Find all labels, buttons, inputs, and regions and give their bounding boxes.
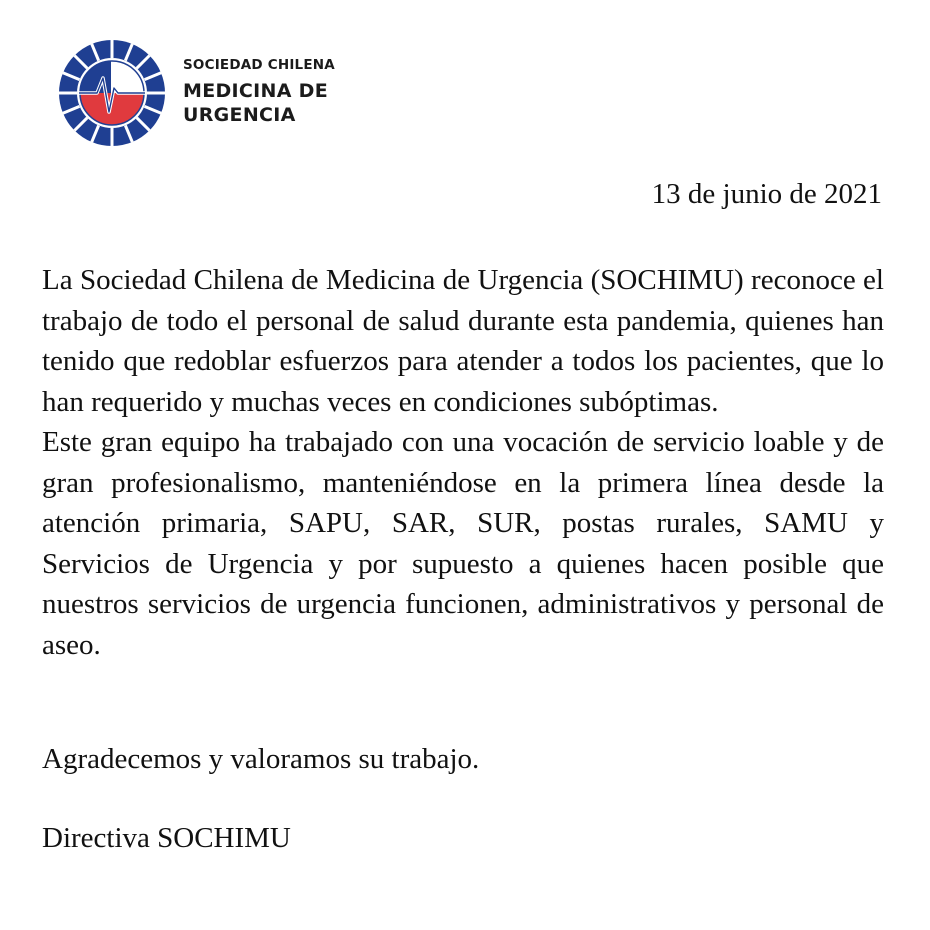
paragraph-1: La Sociedad Chilena de Medicina de Urgencia (SOCHIMU) reconoce el trabajo de todo el personal de salud durante esta pandemia, quienes han tenido que redoblar esfuerzos para atender a todos los pacientes, que lo han requerido y muchas veces en condiciones subóptimas. bbox=[42, 264, 884, 418]
sochimu-logo-icon bbox=[57, 38, 167, 148]
logo-line-2: MEDICINA DE bbox=[183, 79, 329, 102]
closing-sentence: Agradecemos y valoramos su trabajo. bbox=[42, 743, 480, 775]
letter-date: 13 de junio de 2021 bbox=[651, 178, 882, 210]
signature: Directiva SOCHIMU bbox=[42, 822, 291, 854]
logo-line-3: URGENCIA bbox=[183, 103, 296, 126]
logo-line-1: SOCIEDAD CHILENA bbox=[183, 57, 335, 74]
letter-body bbox=[42, 260, 884, 665]
paragraph-2: Este gran equipo ha trabajado con una vocación de servicio loable y de gran profesionalismo, manteniéndose en la primera línea desde la atención primaria, SAPU, SAR, SUR, postas rurales, SAMU y Servicios de Urgencia y por supuesto a quienes hacen posible que nuestros servicios de urgencia funcionen, administrativos y personal de aseo. bbox=[42, 426, 884, 661]
organization-logo bbox=[57, 38, 335, 148]
logo-wordmark bbox=[183, 59, 335, 127]
